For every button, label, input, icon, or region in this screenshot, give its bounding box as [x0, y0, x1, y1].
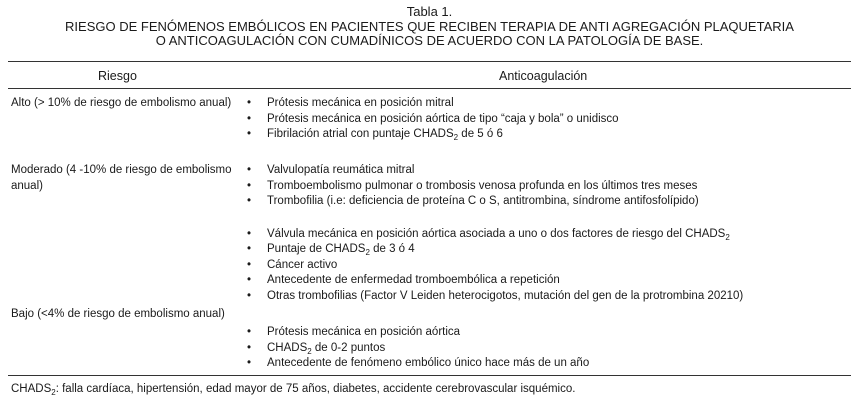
header-risk: Riesgo	[98, 69, 137, 83]
bullet-icon: •	[247, 289, 252, 302]
bullet-icon: •	[247, 195, 252, 207]
list-item: • Tromboembolismo pulmonar o trombosis venosa profunda en los últimos tres meses	[247, 179, 847, 195]
table-label: Tabla 1.	[406, 4, 453, 19]
list-item: • Otras trombofilias (Factor V Leiden heterocigotos, mutación del gen de la protrombina 20210)	[247, 289, 847, 305]
list-spacer	[247, 210, 847, 227]
footnote: $CHADS_2$: falla cardíaca, hipertensión, edad mayor de 75 años, diabetes, accidente cerebrovascular isquémico.	[11, 383, 576, 397]
list-item: • Fibrilación atrial con puntaje $CHADS_2$ de 5 ó 6	[247, 128, 503, 142]
list-item: • Prótesis mecánica en posición aórtica de tipo “caja y bola” o unidisco	[247, 112, 847, 128]
bullet-icon: •	[247, 227, 252, 240]
bullet-icon: •	[247, 112, 252, 125]
bullet-icon: •	[247, 179, 252, 192]
bullet-icon: •	[247, 326, 252, 338]
list-item: • Antecedente de fenómeno embólico único hace más de un año	[247, 356, 847, 372]
list-item: • Valvulopatía reumática mitral	[247, 163, 847, 179]
bullet-icon: •	[247, 97, 252, 109]
list-alto	[247, 96, 847, 143]
list-item: • Prótesis mecánica en posición aórtica	[247, 325, 847, 341]
list-item: • Antecedente de enfermedad tromboembólica a repetición	[247, 273, 847, 289]
bullet-icon: •	[247, 274, 252, 286]
risk-bajo: Bajo (<4% de riesgo de embolismo anual)	[11, 308, 225, 320]
bullet-icon: •	[247, 258, 252, 271]
top-rule	[8, 61, 851, 62]
list-item: • Trombofilia (i.e: deficiencia de proteína C o S, antitrombina, síndrome antifosfolípido)	[247, 194, 847, 210]
list-item: • $CHADS_2$ de 0-2 puntos	[247, 341, 386, 356]
list-item: • Prótesis mecánica en posición mitral	[247, 96, 847, 112]
risk-alto: Alto (> 10% de riesgo de embolismo anual)	[11, 97, 232, 109]
list-item: • Puntaje de $CHADS_2$ de 3 ó 4	[247, 243, 415, 257]
table-title-line-2: O ANTICOAGULACIÓN CON CUMADÍNICOS DE ACUERDO CON LA PATOLOGÍA DE BASE.	[155, 33, 704, 48]
bullet-icon: •	[247, 128, 252, 140]
bullet-icon: •	[247, 341, 252, 354]
bullet-icon: •	[247, 357, 252, 369]
header-anticoagulation: Anticoagulación	[499, 69, 588, 83]
risk-moderado: Moderado (4 -10% de riesgo de embolismo anual)	[11, 164, 232, 192]
list-bajo	[247, 325, 847, 372]
bottom-rule	[8, 375, 851, 376]
table-title-line-1: RIESGO DE FENÓMENOS EMBÓLICOS EN PACIENTES QUE RECIBEN TERAPIA DE ANTI AGREGACIÓN PLAQUETARIA	[65, 18, 794, 34]
list-moderado	[247, 163, 847, 304]
list-item: • Válvula mecánica en posición aórtica asociada a uno o dos factores de riesgo del $CHADS_2$	[247, 227, 730, 242]
table-caption	[0, 5, 859, 49]
header-rule	[8, 88, 851, 89]
bullet-icon: •	[247, 164, 252, 176]
list-item: • Cáncer activo	[247, 258, 847, 274]
bullet-icon: •	[247, 243, 252, 255]
